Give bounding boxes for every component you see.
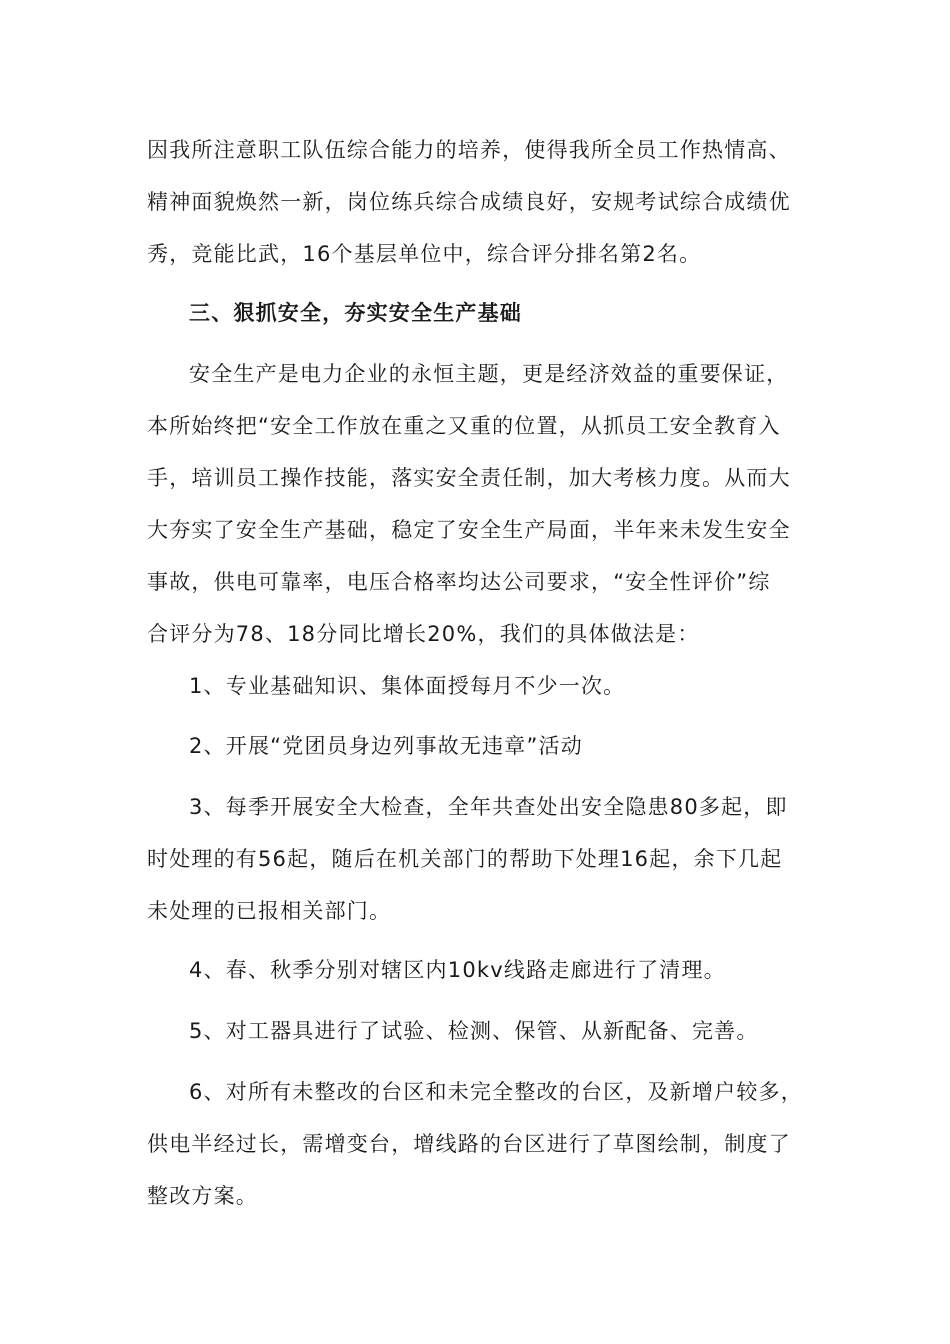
text-line: 1、专业基础知识、集体面授每月不少一次。	[189, 674, 626, 698]
list-item	[147, 1066, 817, 1222]
heading-text: 三、狠抓安全，夯实安全生产基础	[189, 301, 522, 325]
text-line: 6、对所有未整改的台区和未完全整改的台区，及新增户较多，	[189, 1080, 803, 1104]
text-line: 秀，竞能比武，16个基层单位中，综合评分排名第2名。	[147, 242, 702, 266]
text-line: 因我所注意职工队伍综合能力的培养，使得我所全员工作热情高、	[147, 138, 791, 162]
paragraph-safety	[147, 348, 817, 660]
text-line: 时处理的有56起，随后在机关部门的帮助下处理16起，余下几起	[147, 847, 783, 871]
text-line: 合评分为78、18分同比增长20%，我们的具体做法是：	[147, 622, 700, 646]
paragraph-continuation	[147, 124, 817, 280]
text-line: 手，培训员工操作技能，落实安全责任制，加大考核力度。从而大	[147, 466, 791, 490]
section-heading	[189, 287, 859, 339]
text-line: 供电半经过长，需增变台，增线路的台区进行了草图绘制，制度了	[147, 1132, 791, 1156]
text-line: 精神面貌焕然一新，岗位练兵综合成绩良好，安规考试综合成绩优	[147, 190, 791, 214]
text-line: 本所始终把“安全工作放在重之又重的位置，从抓员工安全教育入	[147, 414, 781, 438]
text-line: 3、每季开展安全大检查，全年共查处出安全隐患80多起，即	[189, 795, 788, 819]
text-line: 事故，供电可靠率，电压合格率均达公司要求，“安全性评价”综	[147, 570, 771, 594]
text-line: 整改方案。	[147, 1184, 258, 1208]
text-line: 5、对工器具进行了试验、检测、保管、从新配备、完善。	[189, 1019, 759, 1043]
text-line: 4、春、秋季分别对辖区内10kv线路走廊进行了清理。	[189, 958, 726, 982]
text-line: 安全生产是电力企业的永恒主题，更是经济效益的重要保证，	[189, 362, 789, 386]
text-line: 未处理的已报相关部门。	[147, 899, 392, 923]
list-item	[147, 1005, 817, 1057]
list-item	[147, 781, 817, 937]
text-line: 2、开展“党团员身边列事故无违章”活动	[189, 734, 583, 758]
list-item	[147, 720, 817, 772]
list-item	[147, 660, 817, 712]
list-item	[147, 944, 817, 996]
text-line: 大夯实了安全生产基础，稳定了安全生产局面，半年来未发生安全	[147, 518, 791, 542]
